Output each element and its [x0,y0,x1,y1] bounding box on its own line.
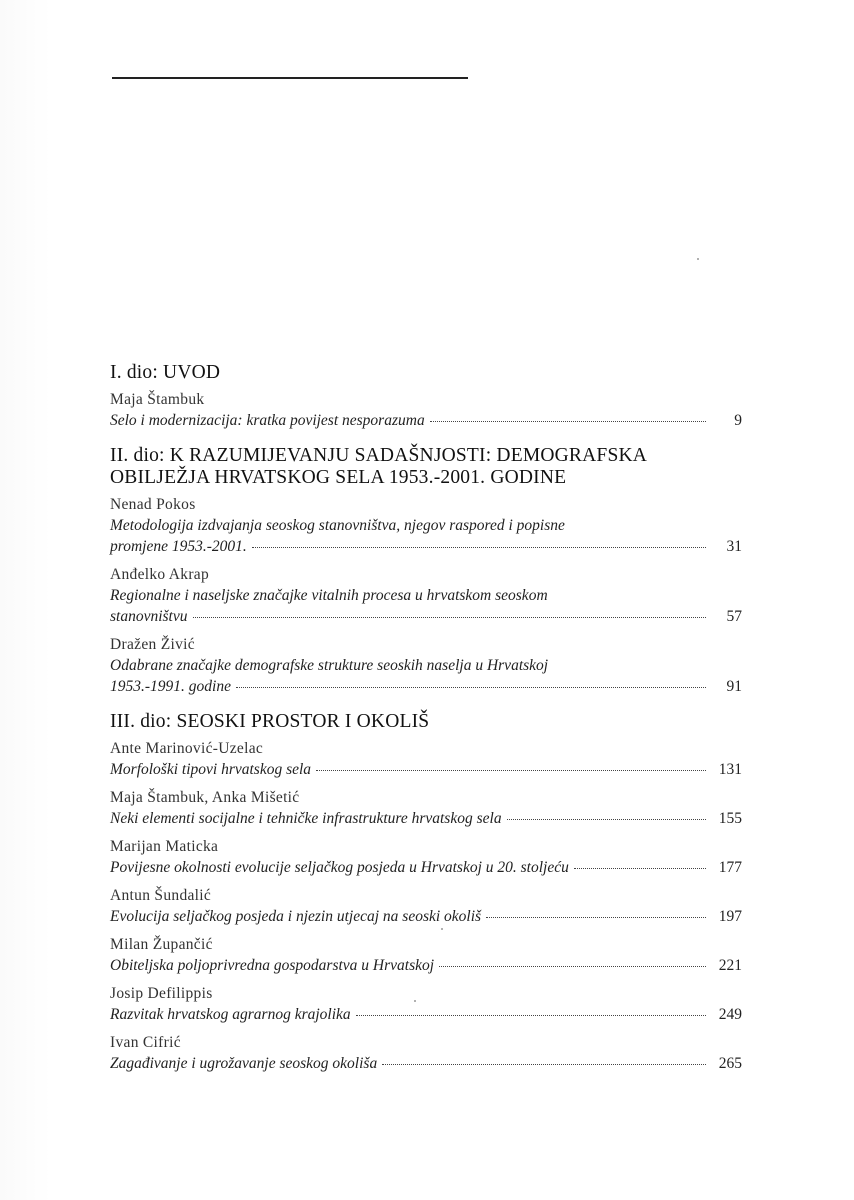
entry-author: Josip Defilippis [110,985,213,1002]
leader-dots [486,917,706,918]
entry-title: Obiteljska poljoprivredna gospodarstva u Hrvatskoj [110,957,435,974]
toc-section [110,445,742,697]
entry-author: Anđelko Akrap [110,566,210,583]
leader-dots [316,770,706,771]
entry-title: Regionalne i naseljske značajke vitalnih procesa u hrvatskom seoskom [110,587,548,604]
toc-entry[interactable] [110,495,742,557]
entry-title: promjene 1953.-2001. [110,538,247,555]
toc-entry[interactable] [110,390,742,431]
toc-entry[interactable] [110,788,742,829]
leader-dots [507,819,706,820]
leader-dots [430,421,706,422]
entry-author: Antun Šundalić [110,887,212,904]
entry-page-number: 131 [718,761,742,778]
entry-title: Metodologija izdvajanja seoskog stanovništva, njegov raspored i popisne [110,517,565,534]
entry-title: Neki elementi socijalne i tehničke infrastrukture hrvatskog sela [110,810,502,827]
entry-title-line [110,906,742,927]
entry-title: Morfološki tipovi hrvatskog sela [110,761,312,778]
entry-title-line [110,1053,742,1074]
toc-entry[interactable] [110,635,742,697]
leader-dots [574,868,706,869]
leader-dots [193,617,707,618]
entry-title-line [110,759,742,780]
entry-title: Razvitak hrvatskog agrarnog krajolika [110,1006,351,1023]
entry-title-line [110,515,742,536]
section-heading-line: III. dio: SEOSKI PROSTOR I OKOLIŠ [110,711,430,732]
leader-dots [236,687,706,688]
entry-page-number: 265 [718,1055,742,1072]
entry-author: Maja Štambuk [110,391,205,408]
toc-entry[interactable] [110,935,742,976]
entry-title: Povijesne okolnosti evolucije seljačkog posjeda u Hrvatskoj u 20. stoljeću [110,859,569,876]
entry-title-line [110,1004,742,1025]
entry-title-line [110,606,742,627]
toc-entry[interactable] [110,739,742,780]
entry-page-number: 155 [718,810,742,827]
entry-title: Odabrane značajke demografske strukture seoskih naselja u Hrvatskoj [110,657,549,674]
toc-entry[interactable] [110,565,742,627]
entry-page-number: 57 [726,608,742,625]
entry-title-line [110,808,742,829]
section-heading [110,362,742,384]
toc-section [110,711,742,1074]
entry-author: Milan Župančić [110,936,213,953]
paper-speck [697,258,699,260]
section-heading-line: I. dio: UVOD [110,362,221,383]
entry-title-line [110,955,742,976]
entry-author: Nenad Pokos [110,496,196,513]
entry-page-number: 221 [718,957,742,974]
entry-author: Maja Štambuk, Anka Mišetić [110,789,300,806]
entry-title-line [110,857,742,878]
entry-page-number: 31 [726,538,742,555]
entry-page-number: 91 [726,678,742,695]
entry-author: Ante Marinović-Uzelac [110,740,264,757]
entry-title: stanovništvu [110,608,188,625]
entry-title: Zagađivanje i ugrožavanje seoskog okoliša [110,1055,378,1072]
entry-author: Marijan Maticka [110,838,219,855]
table-of-contents [110,362,742,1082]
entry-page-number: 197 [718,908,742,925]
leader-dots [252,547,706,548]
entry-title-line [110,655,742,676]
toc-entry[interactable] [110,1033,742,1074]
entry-title-line [110,410,742,431]
toc-section [110,362,742,431]
toc-entry[interactable] [110,984,742,1025]
entry-title: 1953.-1991. godine [110,678,231,695]
section-heading [110,711,742,733]
section-heading-line: II. dio: K RAZUMIJEVANJU SADAŠNJOSTI: DEMOGRAFSKA [110,445,648,466]
entry-title-line [110,536,742,557]
header-rule [112,77,468,79]
entry-title-line [110,585,742,606]
entry-title: Evolucija seljačkog posjeda i njezin utjecaj na seoski okoliš [110,908,482,925]
entry-page-number: 9 [734,412,742,429]
entry-title: Selo i modernizacija: kratka povijest nesporazuma [110,412,425,429]
entry-title-line [110,676,742,697]
leader-dots [382,1064,706,1065]
entry-author: Dražen Živić [110,636,195,653]
entry-author: Ivan Cifrić [110,1034,181,1051]
section-heading [110,445,742,489]
entry-page-number: 177 [718,859,742,876]
leader-dots [439,966,706,967]
leader-dots [356,1015,706,1016]
section-heading-line: OBILJEŽJA HRVATSKOG SELA 1953.-2001. GODINE [110,467,567,488]
toc-entry[interactable] [110,837,742,878]
toc-entry[interactable] [110,886,742,927]
entry-page-number: 249 [718,1006,742,1023]
